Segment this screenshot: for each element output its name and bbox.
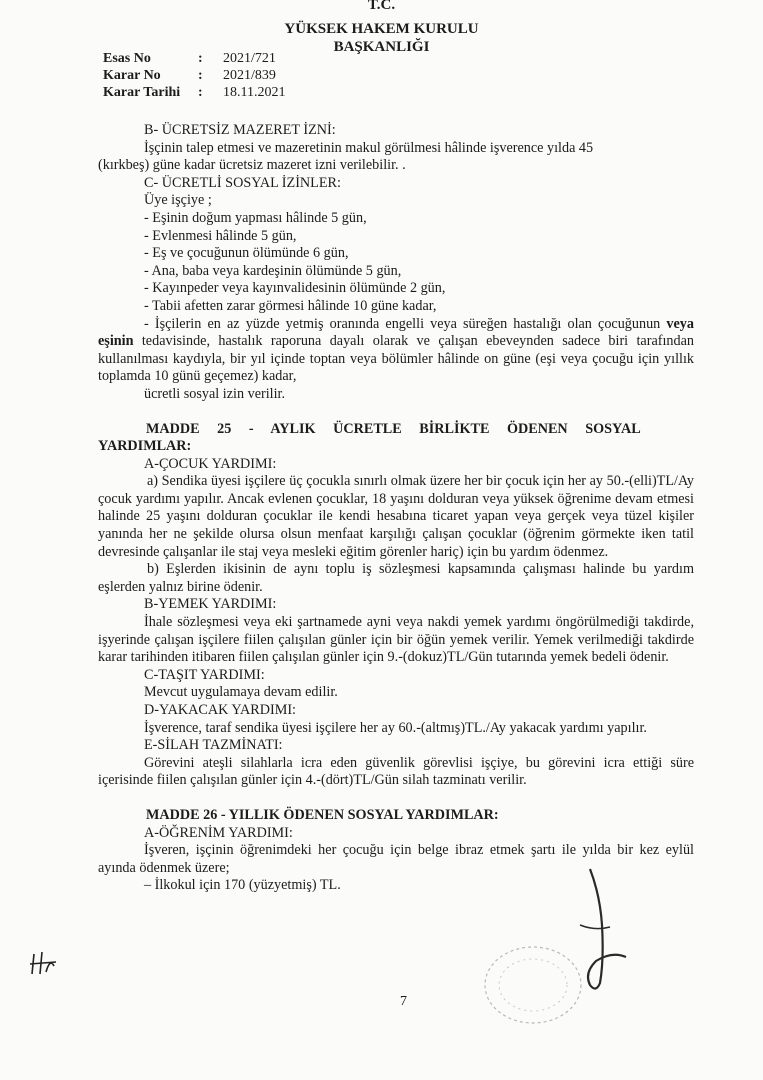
document-body: [98, 122, 694, 895]
meta-row-esas: [103, 50, 285, 67]
list-item-text-b: tedavisinde, hastalık raporuna dayalı olarak ve çalışan ebeveynden sadece biri tarafından kullanılması kaydıyla, bir yıl içinde toptan veya bölümler hâlinde on güne (eşi veya çocuğu için yıllık toplamda 10 günü geçemez) kadar,: [98, 333, 694, 385]
list-item: - Kayınpeder veya kayınvalidesinin ölümünde 2 gün,: [144, 280, 446, 297]
section-b-title: B- ÜCRETSİZ MAZERET İZNİ:: [144, 122, 336, 138]
education-aid-item: – İlkokul için 170 (yüzyetmiş) TL.: [144, 877, 341, 894]
fuel-aid-paragraph: [98, 720, 694, 738]
meta-value: 2021/839: [223, 68, 276, 83]
list-item-text-a: - İşçilerin en az yüzde yetmiş oranında engelli veya süreğen hastalığı olan çocuğunun: [144, 315, 661, 332]
section-c-title: C- ÜCRETLİ SOSYAL İZİNLER:: [144, 174, 341, 191]
section-c-closing: ücretli sosyal izin verilir.: [144, 385, 286, 402]
meal-aid-title: B-YEMEK YARDIMI:: [144, 596, 277, 613]
section-b-line1: İşçinin talep etmesi ve mazeretinin makul görülmesi hâlinde işverence yılda 45: [144, 139, 594, 156]
meta-value: 18.11.2021: [223, 85, 286, 100]
madde-25-title-cont: YARDIMLAR:: [98, 438, 192, 455]
faded-stamp: [478, 940, 588, 1030]
section-b-line2: (kırkbeş) güne kadar ücretsiz mazeret izni verilebilir. .: [98, 157, 406, 174]
meta-key: Karar Tarihi: [103, 85, 181, 100]
child-aid-paragraph-a: [98, 473, 694, 561]
weapon-allowance-paragraph: [98, 755, 694, 790]
list-item: - Evlenmesi hâlinde 5 gün,: [144, 227, 297, 244]
list-item: - Ana, baba veya kardeşinin ölümünde 5 gün,: [144, 262, 402, 279]
meta-sep: :: [198, 68, 203, 83]
madde-25-title: MADDE 25 - AYLIK ÜCRETLE BİRLİKTE ÖDENEN SOSYAL: [146, 420, 641, 437]
meta-key: Esas No: [103, 51, 151, 66]
meal-aid-paragraph: [98, 614, 694, 667]
initials-mark: [28, 950, 60, 978]
list-item: - Tabii afetten zarar görmesi hâlinde 10 güne kadar,: [144, 297, 437, 314]
madde-26-title: MADDE 26 - YILLIK ÖDENEN SOSYAL YARDIMLAR:: [146, 806, 499, 823]
education-aid-title: A-ÖĞRENİM YARDIMI:: [144, 824, 293, 841]
header-department: BAŞKANLIĞI: [333, 39, 430, 55]
meal-aid-text: İhale sözleşmesi veya eki şartnamede ayni veya nakdi yemek yardımı öngörülmediği takdirde, işyerinde çalışan işçilere fiilen çalışılan günler için bir öğün yemek verilir. Yemek verilmediği takdirde karar tarihinden itibaren fiilen çalışılan günler için 9.-(dokuz)TL/Gün tutarında yemek bedeli ödenir.: [98, 614, 694, 666]
case-metadata: [103, 50, 285, 101]
emphasis-text: veya eşinin: [98, 315, 694, 350]
transport-aid-text: Mevcut uygulamaya devam edilir.: [144, 684, 338, 701]
child-aid-title: A-ÇOCUK YARDIMI:: [144, 455, 277, 472]
child-aid-paragraph-b: [98, 561, 694, 596]
child-aid-text-b: b) Eşlerden ikisinin de aynı toplu iş sözleşmesi kapsamında çalışması halinde bu yardım eşlerden yalnız birine ödenir.: [98, 561, 694, 595]
meta-sep: :: [198, 85, 203, 100]
weapon-allowance-title: E-SİLAH TAZMİNATI:: [144, 737, 283, 754]
meta-value: 2021/721: [223, 51, 276, 66]
meta-row-karar: [103, 67, 285, 84]
header-institution: YÜKSEK HAKEM KURULU: [284, 21, 479, 37]
list-item: - Eşinin doğum yapması hâlinde 5 gün,: [144, 209, 367, 226]
meta-key: Karar No: [103, 68, 161, 83]
fuel-aid-title: D-YAKACAK YARDIMI:: [144, 702, 296, 718]
meta-sep: :: [198, 51, 203, 66]
child-aid-text-a: a) Sendika üyesi işçilere üç çocukla sınırlı olmak üzere her bir çocuk için her ay 50.-(elli)TL/Ay çocuk yardımı yapılır. Ancak evlenen çocuklar, 18 yaşını dolduran veya yüksek öğrenime devam etmesi halinde 25 yaşını dolduran çocuklar ile kendi hesabına ticaret yapan veya gerçek veya tüzel kişiler yanında her ne şekilde olursa olsun menfaat karşılığı çalışan çocuklar (öğrenim görmekte iken tatil devresinde çalışanlar ile staj veya mesleki eğitim görenler hariç) için bu yardım ödenmez.: [98, 473, 694, 560]
list-item: - Eş ve çocuğunun ölümünde 6 gün,: [144, 245, 349, 262]
header-tc: T.C.: [367, 0, 396, 13]
weapon-allowance-text: Görevini ateşli silahlarla icra eden güvenlik görevlisi işçiye, bu görevini icra ettiği süre içerisinde fiilen çalışılan günler için 4.-(dört)TL/Gün silah tazminatı verilir.: [98, 754, 694, 789]
section-c-intro: Üye işçiye ;: [144, 192, 212, 209]
meta-row-tarih: [103, 84, 285, 101]
list-item-disabled-child: [98, 316, 694, 386]
page-number: 7: [400, 994, 407, 1009]
fuel-aid-text: İşverence, taraf sendika üyesi işçilere her ay 60.-(altmış)TL./Ay yakacak yardımı yapılır.: [144, 719, 647, 736]
education-aid-text: İşveren, işçinin öğrenimdeki her çocuğu için belge ibraz etmek şartı ile yılda bir kez eylül ayında ödenmek üzere;: [98, 842, 694, 876]
transport-aid-title: C-TAŞIT YARDIMI:: [144, 666, 265, 683]
